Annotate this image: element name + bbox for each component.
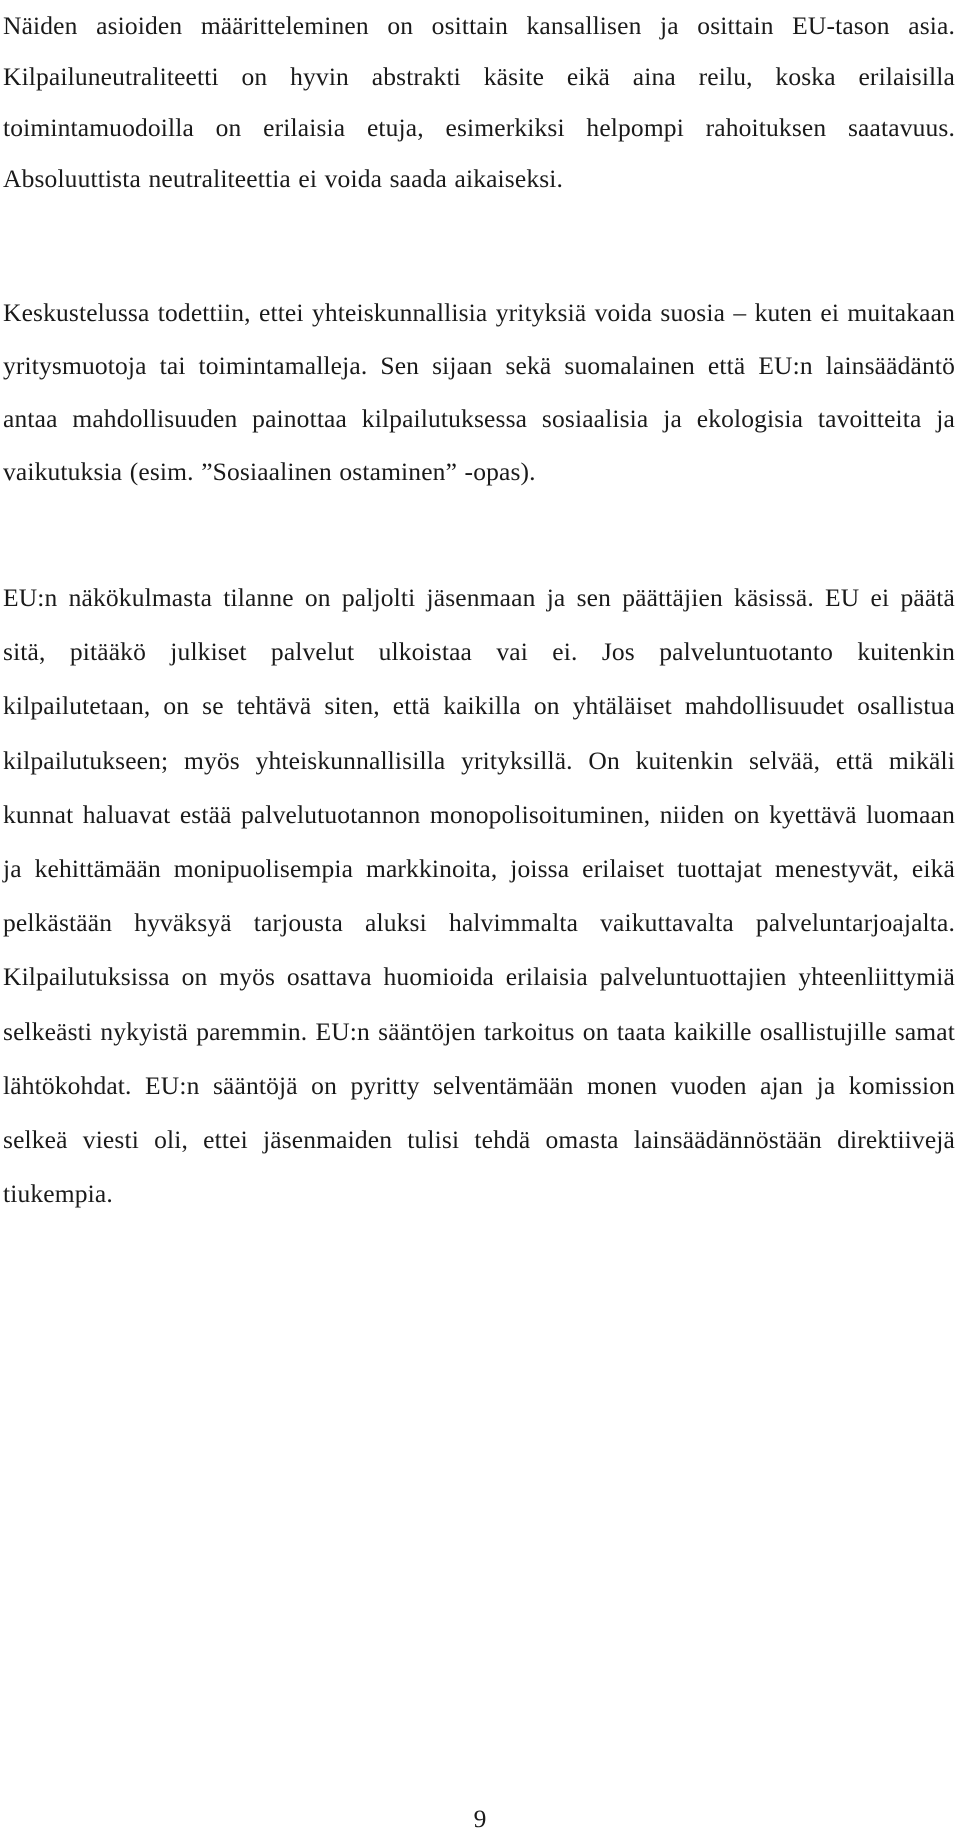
paragraph-2: Keskustelussa todettiin, ettei yhteiskunnallisia yrityksiä voida suosia – kuten ei muitakaan yritysmuotoja tai toimintamalleja. Sen sijaan sekä suomalainen että EU:n lainsäädäntö antaa mahdollisuuden painottaa kilpailutuksessa sosiaalisia ja ekologisia tavoitteita ja vaikutuksia (esim. ”Sosiaalinen ostaminen” -opas). — [3, 298, 955, 486]
page-number: 9 — [473, 1804, 487, 1833]
paragraph-1: Näiden asioiden määritteleminen on osittain kansallisen ja osittain EU-tason asia. Kilpailuneutraliteetti on hyvin abstrakti käsite eikä aina reilu, koska erilaisilla toimintamuodoilla on erilaisia etuja, esimerkiksi helpompi rahoituksen saatavuus. Absoluuttista neutraliteettia ei voida saada aikaiseksi. — [3, 11, 955, 193]
paragraph-3: EU:n näkökulmasta tilanne on paljolti jäsenmaan ja sen päättäjien käsissä. EU ei päätä sitä, pitääkö julkiset palvelut ulkoistaa vai ei. Jos palveluntuotanto kuitenkin kilpailutetaan, on se tehtävä siten, että kaikilla on yhtäläiset mahdollisuudet osallistua kilpailutukseen; myös yhteiskunnallisilla yrityksillä. On kuitenkin selvää, että mikäli kunnat haluavat estää palvelutuotannon monopolisoituminen, niiden on kyettävä luomaan ja kehittämään monipuolisempia markkinoita, joissa erilaiset tuottajat menestyvät, eikä pelkästään hyväksyä tarjousta aluksi halvimmalta vaikuttavalta palveluntarjoajalta. Kilpailutuksissa on myös osattava huomioida erilaisia palveluntuottajien yhteenliittymiä selkeästi nykyistä paremmin. EU:n sääntöjen tarkoitus on taata kaikille osallistujille samat lähtökohdat. EU:n sääntöjä on pyritty selventämään monen vuoden ajan ja komission selkeä viesti oli, ettei jäsenmaiden tulisi tehdä omasta lainsäädännöstään direktiivejä tiukempia. — [3, 583, 955, 1209]
